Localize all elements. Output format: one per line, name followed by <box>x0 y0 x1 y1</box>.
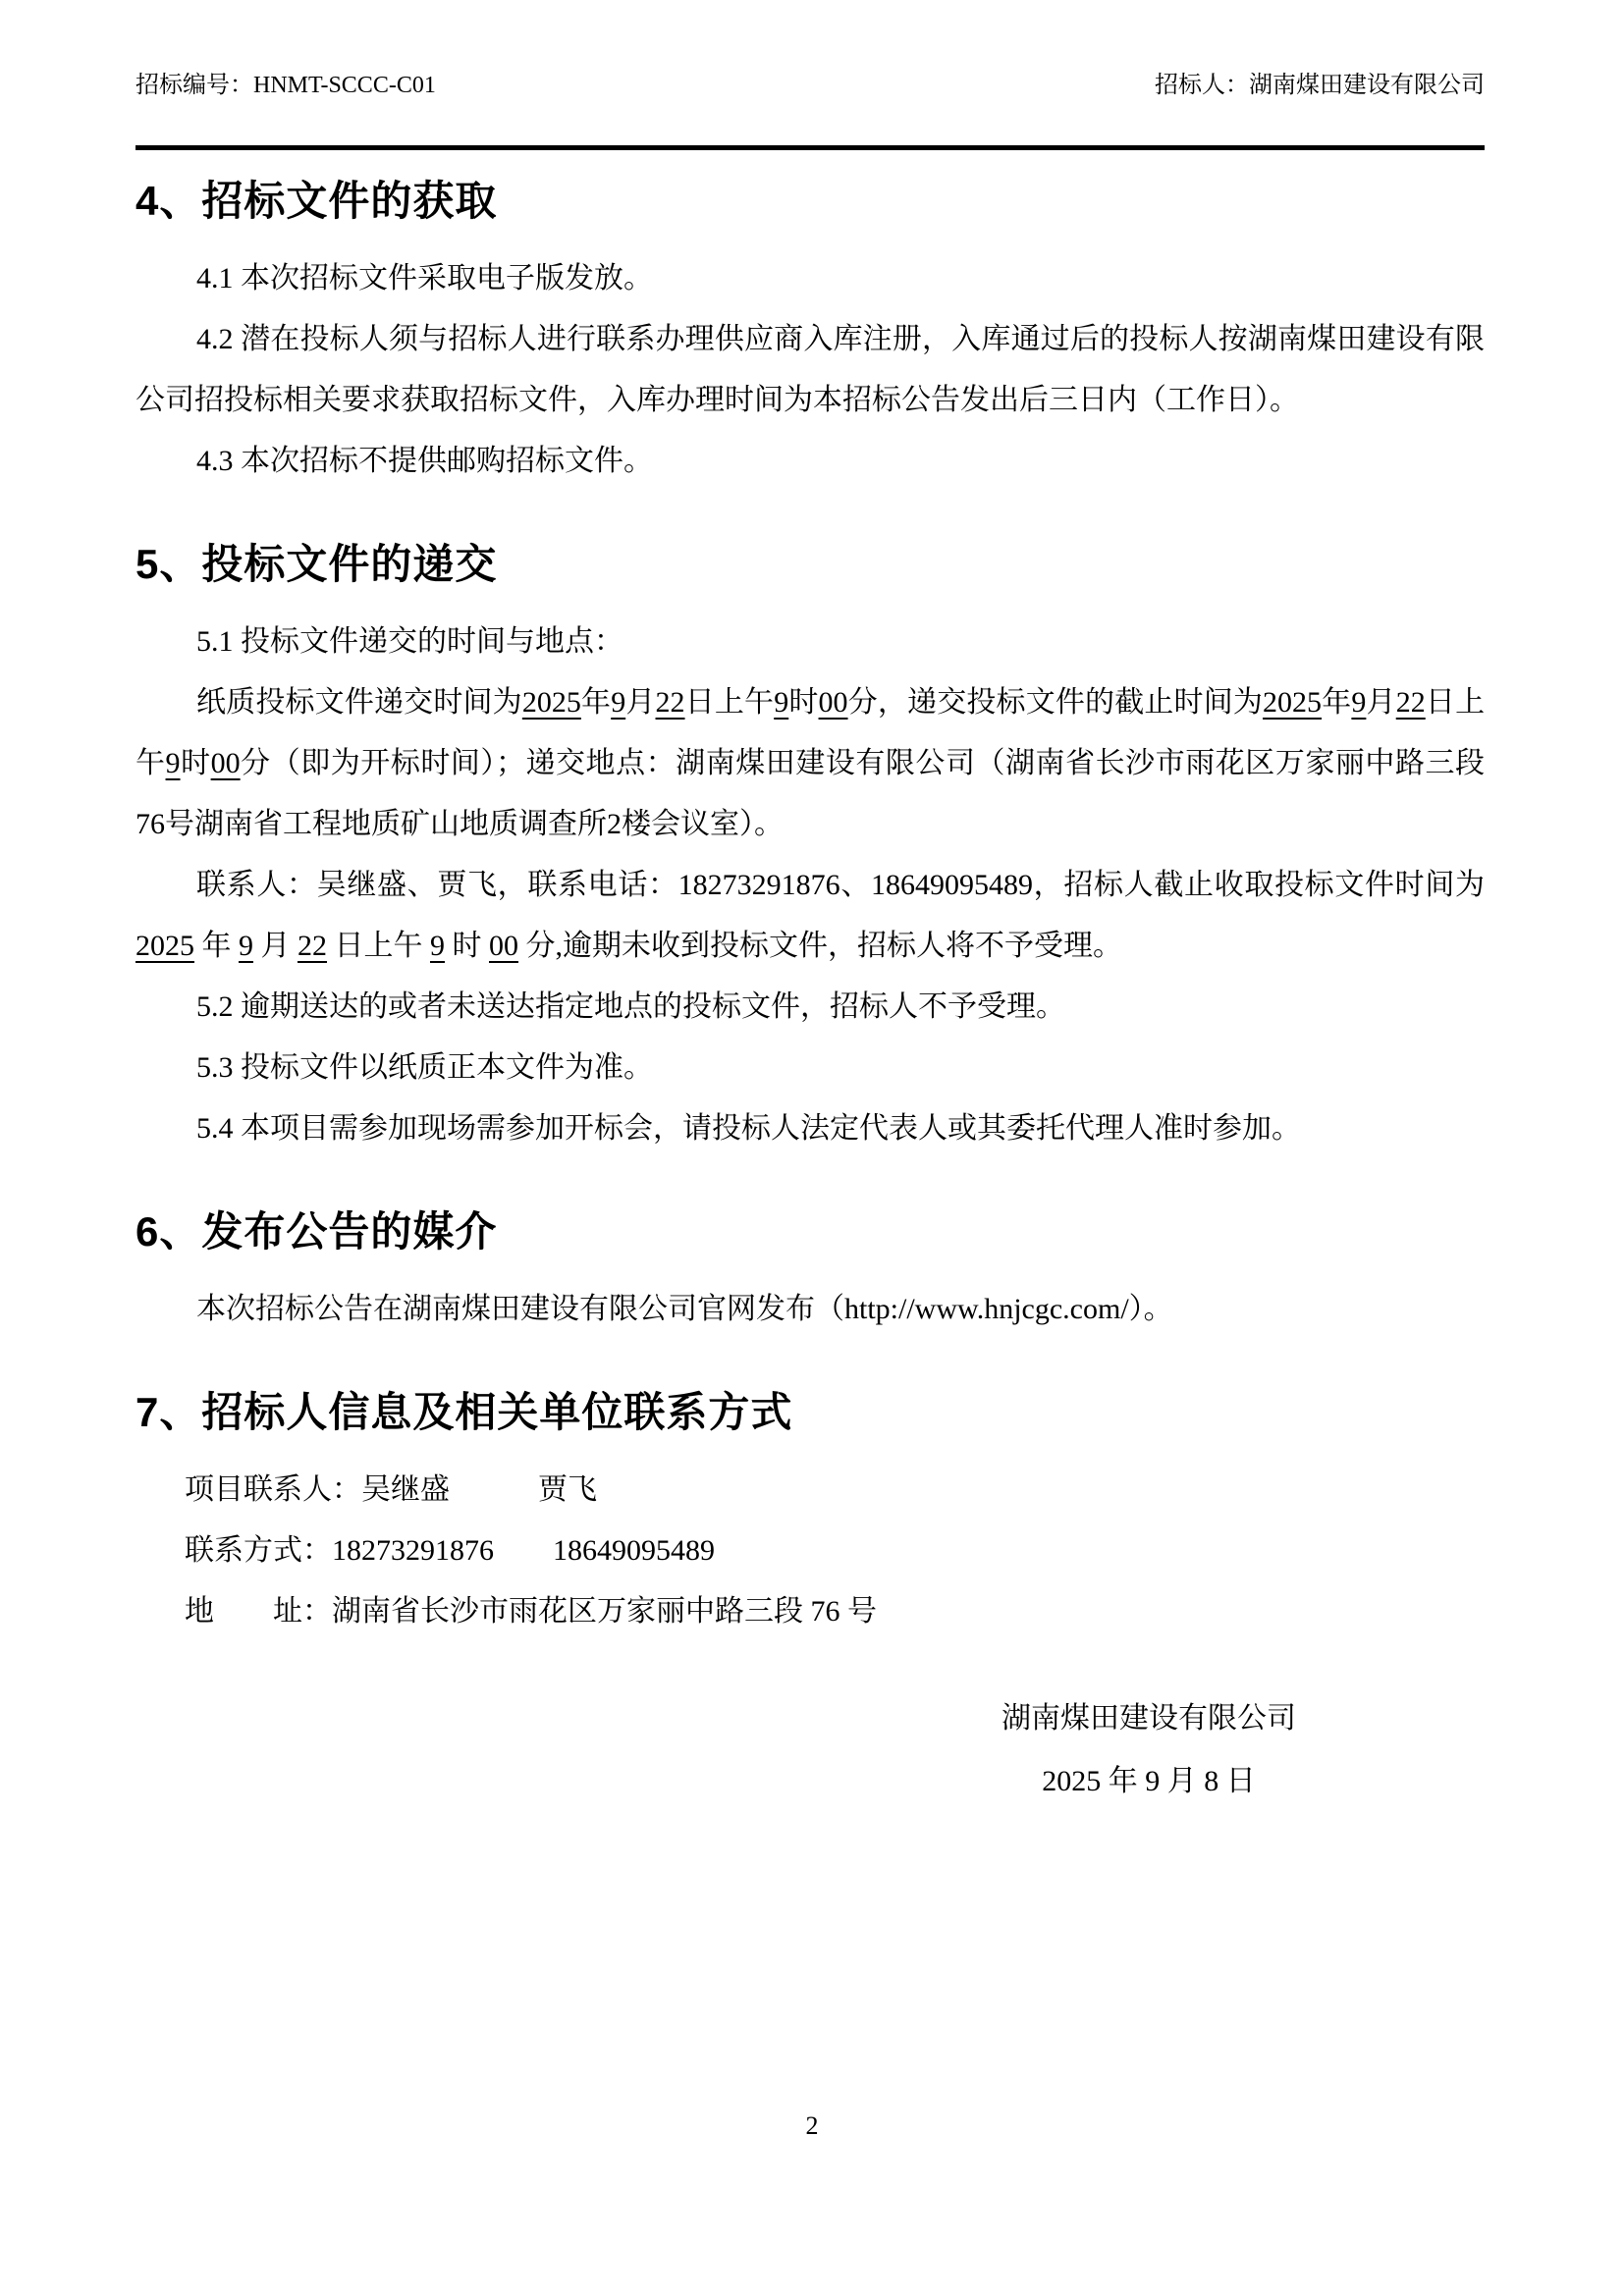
paragraph-6-1: 本次招标公告在湖南煤田建设有限公司官网发布（http://www.hnjcgc.com/）。 <box>196 1293 1173 1325</box>
paragraph-5-4: 5.4 本项目需参加现场需参加开标会，请投标人法定代表人或其委托代理人准时参加。 <box>196 1112 1301 1145</box>
paragraph-5-3: 5.3 投标文件以纸质正本文件为准。 <box>196 1051 653 1084</box>
paragraph-5-2: 5.2 逾期送达的或者未送达指定地点的投标文件，招标人不予受理。 <box>196 990 1065 1023</box>
contact-address-line: 地 址：湖南省长沙市雨花区万家丽中路三段 76 号 <box>185 1595 877 1628</box>
contact-phone-line: 联系方式：18273291876 18649095489 <box>185 1534 715 1567</box>
paragraph-5-1: 5.1 投标文件递交的时间与地点： <box>196 625 623 658</box>
paragraph-5-contact-deadline: 联系人：吴继盛、贾飞，联系电话：18273291876、18649095489，招标人截止收取投标文件时间为 2025 年 9 月 22 日上午 9 时 00 分,逾期未收到投标文件，招标人将不予受理。 <box>135 869 1485 962</box>
signature-company: 湖南煤田建设有限公司 <box>1001 1702 1296 1735</box>
signature <box>1001 1687 1296 1813</box>
document-header <box>135 0 1485 100</box>
paragraph-5-submission-time: 纸质投标文件递交时间为2025年9月22日上午9时00分，递交投标文件的截止时间为2025年9月22日上午9时00分（即为开标时间）；递交地点：湖南煤田建设有限公司（湖南省长沙市雨花区万家丽中路三段76号湖南省工程地质矿山地质调查所2楼会议室）。 <box>135 686 1486 840</box>
page-number: 2 <box>805 2111 819 2140</box>
signature-block <box>135 1687 1485 1813</box>
section-7-heading: 7、招标人信息及相关单位联系方式 <box>135 1389 793 1435</box>
paragraph-4-3: 4.3 本次招标不提供邮购招标文件。 <box>196 445 653 477</box>
section-5-heading: 5、投标文件的递交 <box>135 541 498 587</box>
header-rule <box>135 145 1485 150</box>
project-contact-line: 项目联系人：吴继盛 贾飞 <box>185 1473 597 1506</box>
paragraph-4-2: 4.2 潜在投标人须与招标人进行联系办理供应商入库注册，入库通过后的投标人按湖南煤田建设有限公司招投标相关要求获取招标文件，入库办理时间为本招标公告发出后三日内（工作日）。 <box>135 323 1485 416</box>
tenderer-name: 招标人：湖南煤田建设有限公司 <box>1155 73 1485 98</box>
paragraph-4-1: 4.1 本次招标文件采取电子版发放。 <box>196 262 653 294</box>
tender-number: 招标编号：HNMT-SCCC-C01 <box>135 73 436 98</box>
signature-date: 2025 年 9 月 8 日 <box>1042 1765 1256 1797</box>
section-6-heading: 6、发布公告的媒介 <box>135 1208 498 1255</box>
section-4-heading: 4、招标文件的获取 <box>135 178 498 224</box>
